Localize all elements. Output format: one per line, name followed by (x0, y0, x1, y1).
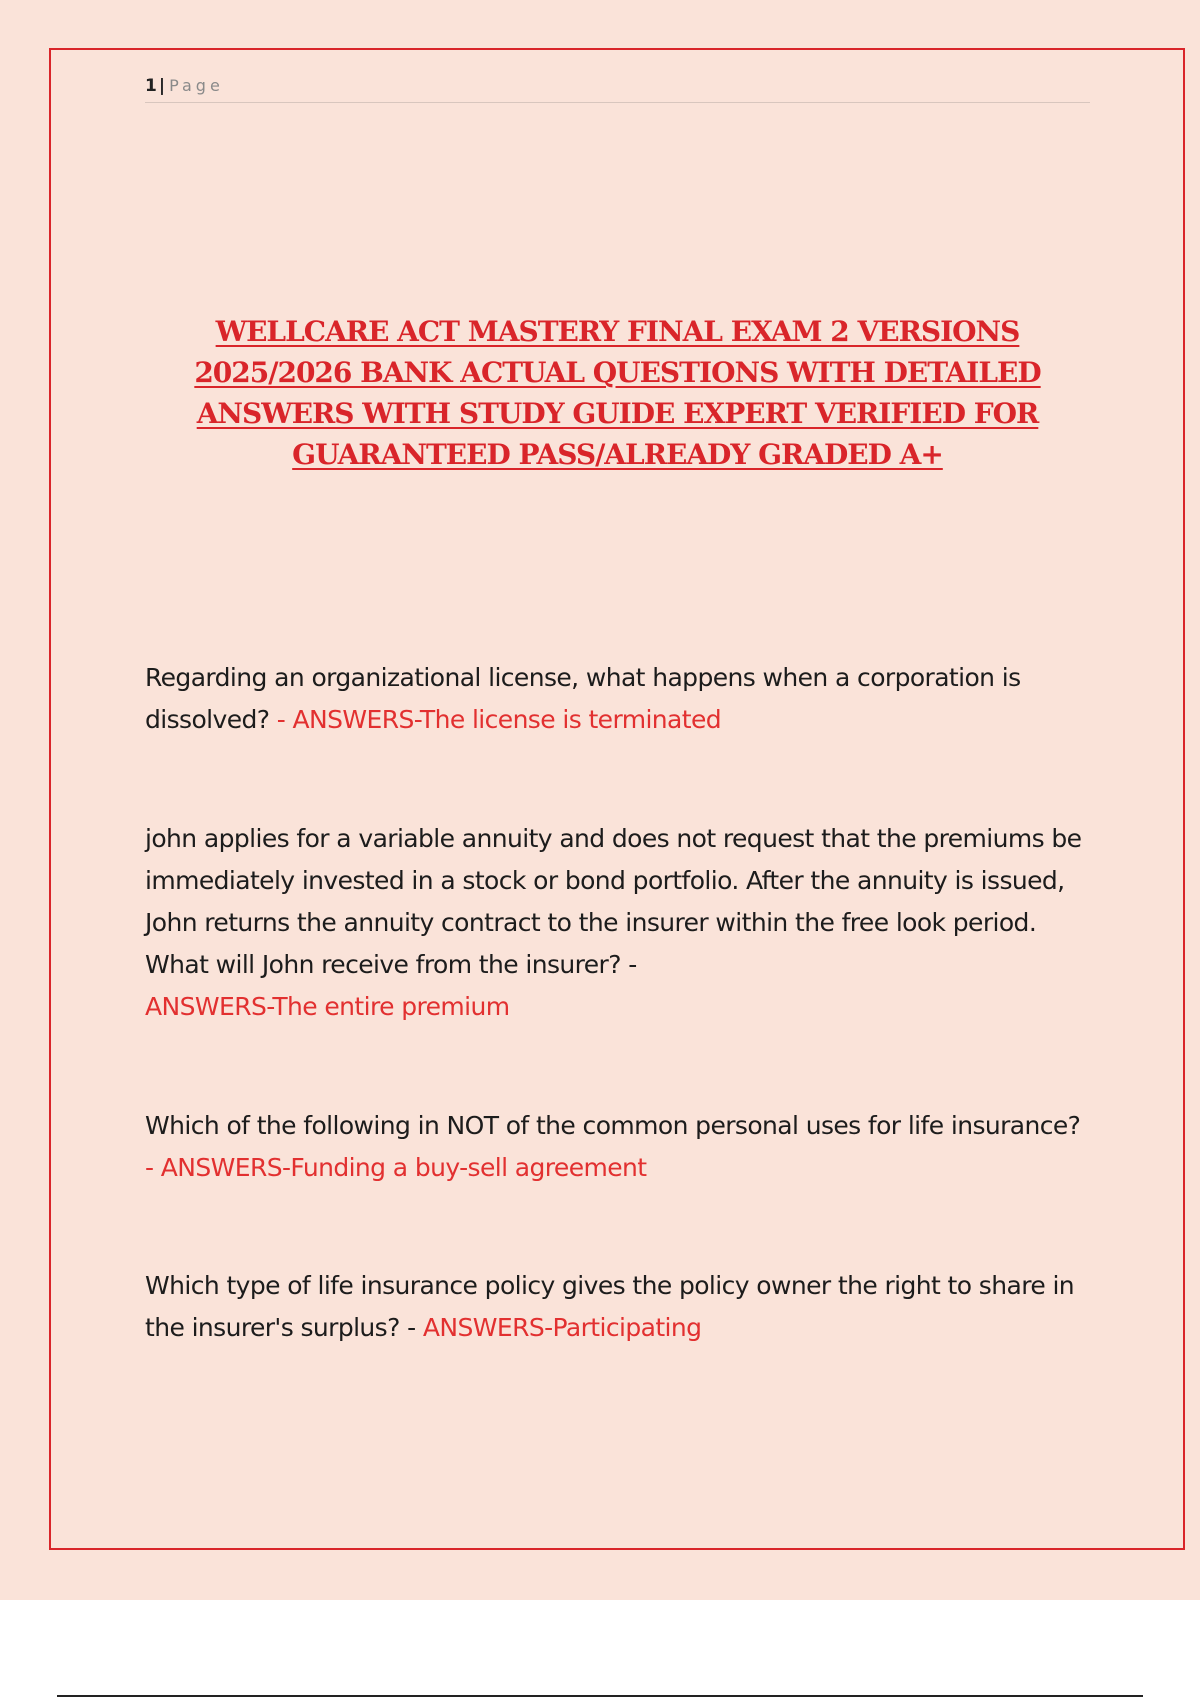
document-title: WELLCARE ACT MASTERY FINAL EXAM 2 VERSIONS 2025/2026 BANK ACTUAL QUESTIONS WITH DETAILED ANSWERS WITH STUDY GUIDE EXPERT VERIFIED FOR GUARANTEED PASS/ALREADY GRADED A+ (194, 315, 1041, 471)
page-number: 1 (145, 76, 157, 96)
qa-item-1 (145, 657, 1095, 741)
answer-text: - ANSWERS-Funding a buy-sell agreement (145, 1153, 647, 1182)
page-label: Page (169, 76, 224, 95)
answer-text: ANSWERS-Participating (422, 1313, 702, 1342)
answer-text: ANSWERS-The entire premium (145, 992, 510, 1021)
question-text: john applies for a variable annuity and does not request that the premiums be immediately invested in a stock or bond portfolio. After the annuity is issued, John returns the annuity contract to the insurer within the free look period. What will John receive from the insurer? - (145, 824, 1082, 979)
answer-text: - ANSWERS-The license is terminated (276, 705, 722, 734)
qa-item-3 (145, 1105, 1095, 1189)
question-text: Regarding an organizational license, what happens when a corporation is dissolved? (145, 663, 1021, 734)
question-text: Which type of life insurance policy gives the policy owner the right to share in the insurer's surplus? - (145, 1271, 1075, 1342)
page-header (145, 74, 1090, 103)
footer-rule (57, 1695, 1143, 1697)
qa-item-2 (145, 818, 1095, 1028)
question-text: Which of the following in NOT of the common personal uses for life insurance? (145, 1111, 1081, 1140)
page-separator: | (158, 76, 166, 96)
qa-item-4 (145, 1265, 1095, 1349)
